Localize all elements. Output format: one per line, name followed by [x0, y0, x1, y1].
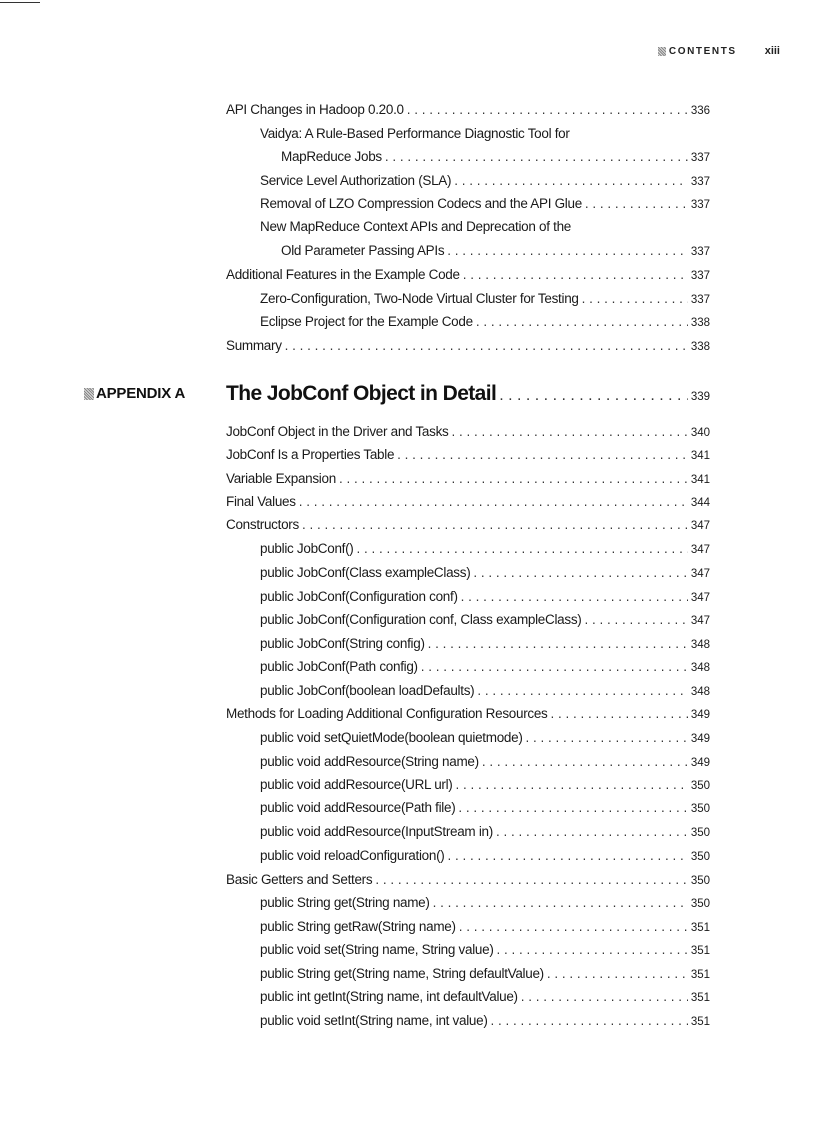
toc-entry-continuation[interactable] [0, 146, 816, 168]
toc-entry-title: public int getInt(String name, int defaultValue) [260, 989, 518, 1004]
toc-entry-page: 337 [690, 176, 710, 188]
toc-entry[interactable] [0, 491, 816, 513]
toc-entry-title: public JobConf(Configuration conf, Class exampleClass) [260, 612, 582, 627]
dot-leader [421, 656, 688, 678]
toc-entry-page: 351 [690, 1016, 710, 1028]
toc-entry[interactable] [0, 468, 816, 490]
toc-entry[interactable] [0, 869, 816, 891]
dot-leader [473, 562, 687, 584]
appendix-page: 339 [690, 391, 710, 403]
dot-leader [491, 1010, 688, 1032]
dot-leader [299, 491, 688, 513]
toc-entry[interactable] [0, 727, 816, 749]
toc-entry-title: public void addResource(String name) [260, 754, 479, 769]
toc-entry[interactable] [0, 703, 816, 725]
dot-leader [585, 193, 688, 215]
toc-entry[interactable] [0, 939, 816, 961]
toc-entry-page: 349 [690, 709, 710, 721]
dot-leader [458, 797, 687, 819]
toc-entry-page: 350 [690, 875, 710, 887]
toc-entry[interactable] [0, 311, 816, 333]
toc-entry[interactable] [0, 751, 816, 773]
toc-entry-title: public JobConf(String config) [260, 636, 425, 651]
toc-entry-title: public String get(String name, String defaultValue) [260, 966, 544, 981]
toc-entry-title: Final Values [226, 494, 296, 509]
toc-entry[interactable] [0, 774, 816, 796]
toc-entry-title: public void addResource(Path file) [260, 800, 456, 815]
hatch-ornament-icon [658, 47, 666, 56]
toc-entry-page: 338 [690, 317, 710, 329]
dot-leader [385, 146, 688, 168]
dot-leader [499, 387, 688, 405]
toc-entry-page: 351 [690, 969, 710, 981]
toc-entry[interactable] [0, 633, 816, 655]
toc-entry-title: public JobConf(Path config) [260, 659, 418, 674]
toc-entry-title: Additional Features in the Example Code [226, 267, 460, 282]
toc-entry[interactable] [0, 514, 816, 536]
toc-entry[interactable] [0, 193, 816, 215]
toc-entry-title: public void setInt(String name, int value) [260, 1013, 488, 1028]
toc-entry-page: 337 [690, 294, 710, 306]
running-header-section: CONTENTS [668, 45, 737, 57]
toc-entry-page: 340 [690, 427, 710, 439]
toc-entry-title: public JobConf(boolean loadDefaults) [260, 683, 475, 698]
toc-entry[interactable] [0, 170, 816, 192]
appendix-label [84, 385, 185, 402]
toc-entry-page: 336 [690, 105, 710, 117]
toc-entry-title: Vaidya: A Rule-Based Performance Diagnostic Tool for [260, 126, 570, 141]
dot-leader [451, 421, 687, 443]
toc-entry[interactable] [0, 444, 816, 466]
toc-entry-title: Zero-Configuration, Two-Node Virtual Cluster for Testing [260, 291, 579, 306]
toc-entry[interactable] [0, 986, 816, 1008]
toc-entry-title: Removal of LZO Compression Codecs and the API Glue [260, 196, 582, 211]
toc-entry-title: JobConf Object in the Driver and Tasks [226, 424, 449, 439]
dot-leader [407, 99, 688, 121]
toc-entry[interactable] [0, 288, 816, 310]
toc-entry[interactable] [0, 1010, 816, 1032]
toc-entry-title: public void addResource(InputStream in) [260, 824, 493, 839]
toc-entry[interactable] [0, 821, 816, 843]
dot-leader [454, 170, 688, 192]
toc-entry-page: 350 [690, 780, 710, 792]
dot-leader [521, 986, 688, 1008]
dot-leader [551, 703, 688, 725]
dot-leader [582, 288, 688, 310]
dot-leader [584, 609, 687, 631]
toc-entry-page: 337 [690, 199, 710, 211]
dot-leader [463, 264, 688, 286]
toc-entry[interactable] [0, 562, 816, 584]
toc-entry[interactable] [0, 421, 816, 443]
toc-entry[interactable] [0, 892, 816, 914]
toc-entry[interactable] [0, 680, 816, 702]
toc-entry-page: 349 [690, 733, 710, 745]
dot-leader [397, 444, 688, 466]
toc-entry[interactable] [0, 264, 816, 286]
toc-entry-title: public JobConf() [260, 541, 354, 556]
toc-entry[interactable] [0, 963, 816, 985]
dot-leader [477, 680, 687, 702]
toc-entry[interactable] [0, 845, 816, 867]
dot-leader [447, 240, 688, 262]
toc-entry-title: Basic Getters and Setters [226, 872, 373, 887]
toc-entry-title: public String get(String name) [260, 895, 430, 910]
toc-entry[interactable] [0, 216, 816, 238]
toc-entry[interactable] [0, 99, 816, 121]
dot-leader [456, 774, 688, 796]
toc-entry-page: 337 [690, 246, 710, 258]
toc-entry-page: 341 [690, 450, 710, 462]
toc-entry-title: public String getRaw(String name) [260, 919, 456, 934]
toc-entry[interactable] [0, 123, 816, 145]
toc-entry-title: Variable Expansion [226, 471, 336, 486]
toc-entry[interactable] [0, 335, 816, 357]
dot-leader [428, 633, 688, 655]
toc-entry-page: 348 [690, 686, 710, 698]
running-header [600, 44, 780, 58]
dot-leader [459, 916, 688, 938]
toc-entry-page: 348 [690, 639, 710, 651]
toc-entry-title: public void set(String name, String value) [260, 942, 494, 957]
dot-leader [447, 845, 687, 867]
toc-entry-page: 337 [690, 152, 710, 164]
toc-entry-continuation[interactable] [0, 240, 816, 262]
toc-entry-page: 351 [690, 945, 710, 957]
toc-entry-title: API Changes in Hadoop 0.20.0 [226, 102, 404, 117]
toc-entry[interactable] [0, 586, 816, 608]
toc-entry-page: 347 [690, 520, 710, 532]
dot-leader [339, 468, 688, 490]
toc-entry-title: Service Level Authorization (SLA) [260, 173, 452, 188]
toc-entry-page: 338 [690, 341, 710, 353]
toc-entry-page: 350 [690, 851, 710, 863]
dot-leader [357, 538, 688, 560]
toc-entry-page: 347 [690, 568, 710, 580]
toc-entry-title-continuation: MapReduce Jobs [281, 149, 382, 164]
toc-entry[interactable] [0, 538, 816, 560]
toc-entry-page: 351 [690, 922, 710, 934]
page-corner-rule [0, 2, 40, 3]
dot-leader [496, 821, 688, 843]
toc-entry-title: public JobConf(Configuration conf) [260, 589, 458, 604]
dot-leader [461, 586, 688, 608]
toc-entry-title: JobConf Is a Properties Table [226, 447, 395, 462]
dot-leader [547, 963, 688, 985]
toc-entry-page: 341 [690, 474, 710, 486]
toc-entry-page: 350 [690, 803, 710, 815]
toc-entry-title: Methods for Loading Additional Configuration Resources [226, 706, 548, 721]
toc-entry-title-continuation: Old Parameter Passing APIs [281, 243, 445, 258]
appendix-label-text: APPENDIX A [96, 385, 186, 402]
toc-entry-page: 349 [690, 757, 710, 769]
dot-leader [433, 892, 688, 914]
toc-entry[interactable] [0, 609, 816, 631]
appendix-title: The JobConf Object in Detail [226, 382, 497, 405]
toc-entry[interactable] [0, 916, 816, 938]
toc-entry-page: 347 [690, 544, 710, 556]
toc-entry-title: public JobConf(Class exampleClass) [260, 565, 471, 580]
toc-entry-title: public void setQuietMode(boolean quietmode) [260, 730, 523, 745]
toc-entry-page: 350 [690, 898, 710, 910]
dot-leader [497, 939, 688, 961]
toc-entry-page: 350 [690, 827, 710, 839]
appendix-heading[interactable] [0, 382, 816, 412]
toc-entry-title: public void reloadConfiguration() [260, 848, 445, 863]
toc-entry-page: 351 [690, 992, 710, 1004]
dot-leader [375, 869, 687, 891]
toc-entry-page: 348 [690, 662, 710, 674]
dot-leader [285, 335, 688, 357]
dot-leader [476, 311, 688, 333]
toc-entry-page: 347 [690, 592, 710, 604]
toc-entry[interactable] [0, 797, 816, 819]
hatch-ornament-icon [84, 388, 94, 400]
running-header-page-number: xiii [764, 45, 780, 57]
toc-entry-title: New MapReduce Context APIs and Deprecation of the [260, 219, 571, 234]
toc-entry-page: 347 [690, 615, 710, 627]
dot-leader [526, 727, 688, 749]
toc-entry-title: Summary [226, 338, 282, 353]
dot-leader [482, 751, 688, 773]
toc-entry[interactable] [0, 656, 816, 678]
toc-entry-title: Constructors [226, 517, 299, 532]
toc-entry-page: 337 [690, 270, 710, 282]
toc-entry-page: 344 [690, 497, 710, 509]
toc-entry-title: Eclipse Project for the Example Code [260, 314, 473, 329]
dot-leader [302, 514, 688, 536]
toc-entry-title: public void addResource(URL url) [260, 777, 453, 792]
